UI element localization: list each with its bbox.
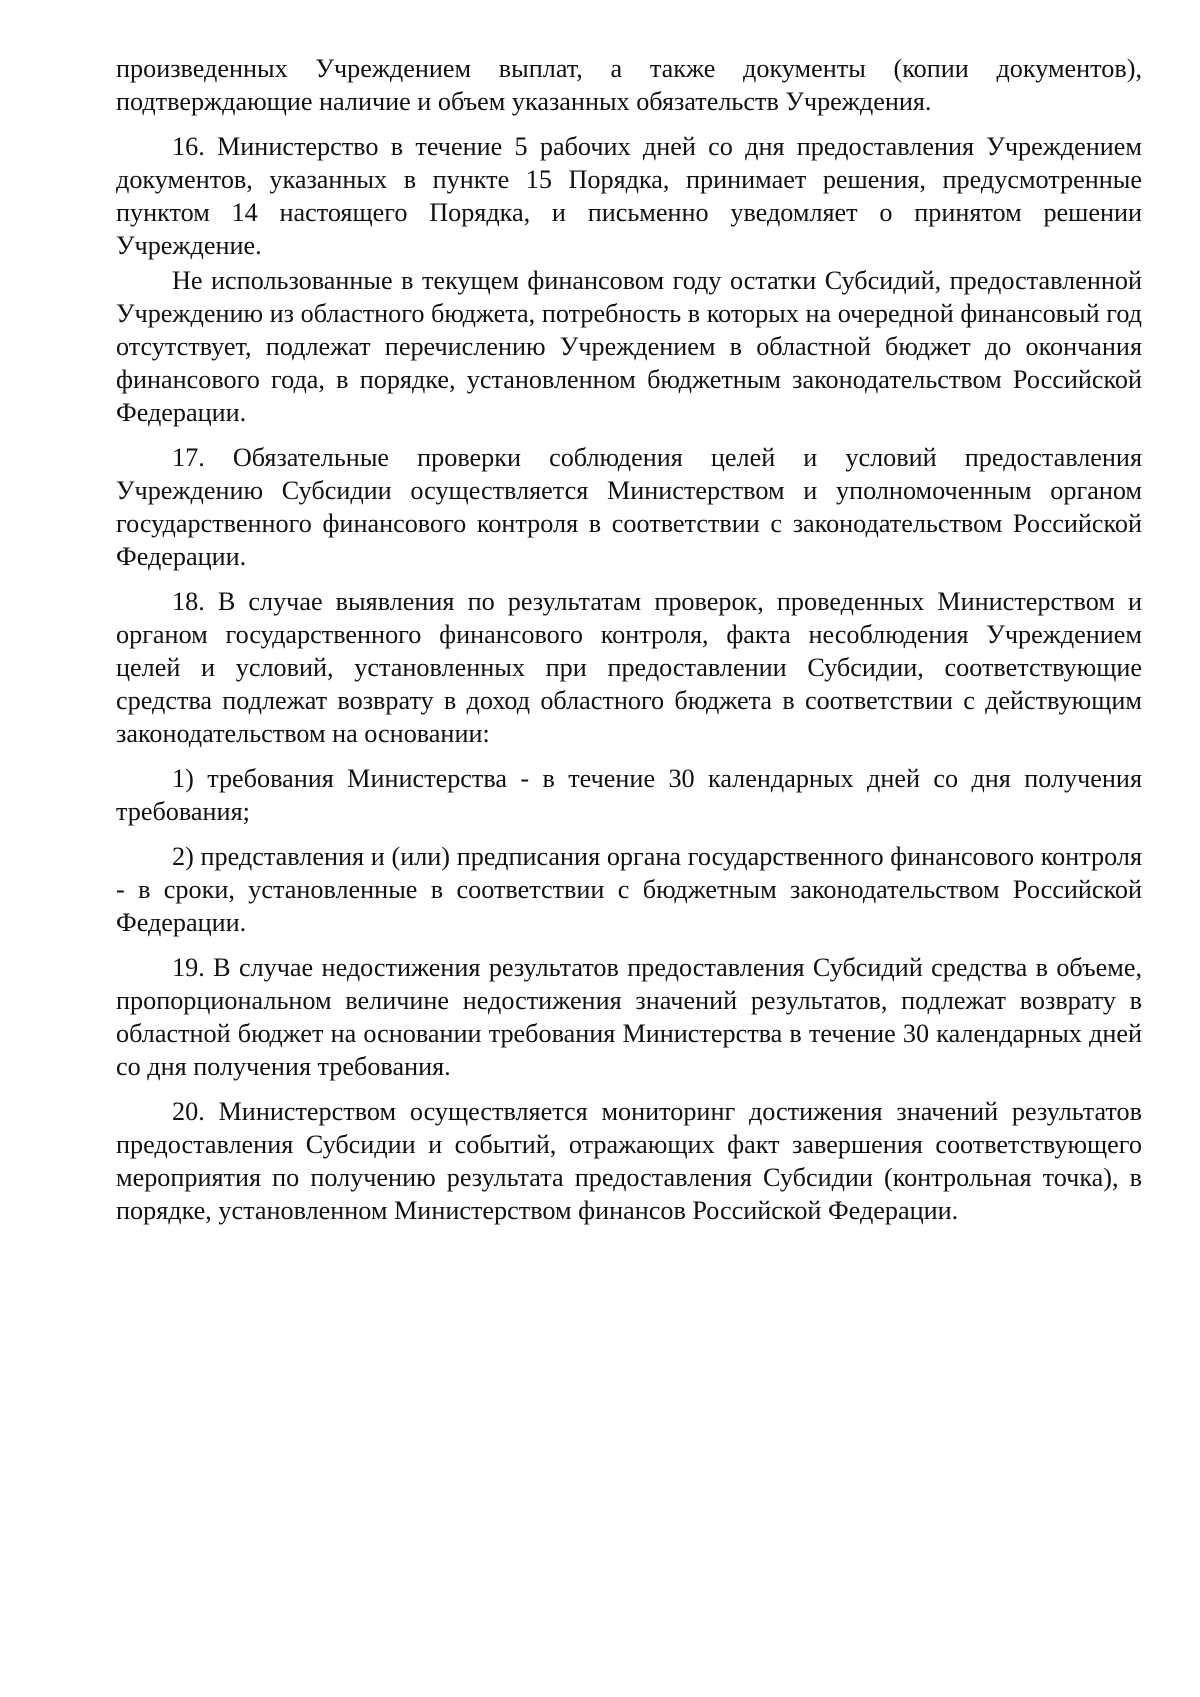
paragraph-19: 19. В случае недостижения результатов предоставления Субсидий средства в объеме, пропорциональном величине недостижения значений результатов, подлежат возврату в областной бюджет на основании требования Министерства в течение 30 календарных дней со дня получения требования. [116, 953, 1142, 1081]
paragraph-18-item-1: 1) требования Министерства - в течение 30 календарных дней со дня получения требования; [116, 764, 1142, 826]
paragraph-continuation: произведенных Учреждением выплат, а также документы (копии документов), подтверждающие наличие и объем указанных обязательств Учреждения. [116, 54, 1142, 116]
paragraph-16: 16. Министерство в течение 5 рабочих дней со дня предоставления Учреждением документов, указанных в пункте 15 Порядка, принимает решения, предусмотренные пунктом 14 настоящего Порядка, и письменно уведомляет о принятом решении Учреждение. [116, 132, 1142, 260]
paragraph-16-remainder: Не использованные в текущем финансовом году остатки Субсидий, предоставленной Учреждению из областного бюджета, потребность в которых на очередной финансовый год отсутствует, подлежат перечислению Учреждением в областной бюджет до окончания финансового года, в порядке, установленном бюджетным законодательством Российской Федерации. [116, 266, 1142, 427]
paragraph-18-item-2: 2) представления и (или) предписания органа государственного финансового контроля - в сроки, установленные в соответствии с бюджетным законодательством Российской Федерации. [116, 842, 1142, 937]
document-page [116, 52, 1142, 1227]
paragraph-20: 20. Министерством осуществляется мониторинг достижения значений результатов предоставления Субсидии и событий, отражающих факт завершения соответствующего мероприятия по получению результата предоставления Субсидии (контрольная точка), в порядке, установленном Министерством финансов Российской Федерации. [116, 1097, 1142, 1225]
paragraph-18: 18. В случае выявления по результатам проверок, проведенных Министерством и органом государственного финансового контроля, факта несоблюдения Учреждением целей и условий, установленных при предоставлении Субсидии, соответствующие средства подлежат возврату в доход областного бюджета в соответствии с действующим законодательством на основании: [116, 587, 1142, 748]
paragraph-17: 17. Обязательные проверки соблюдения целей и условий предоставления Учреждению Субсидии осуществляется Министерством и уполномоченным органом государственного финансового контроля в соответствии с законодательством Российской Федерации. [116, 443, 1142, 571]
